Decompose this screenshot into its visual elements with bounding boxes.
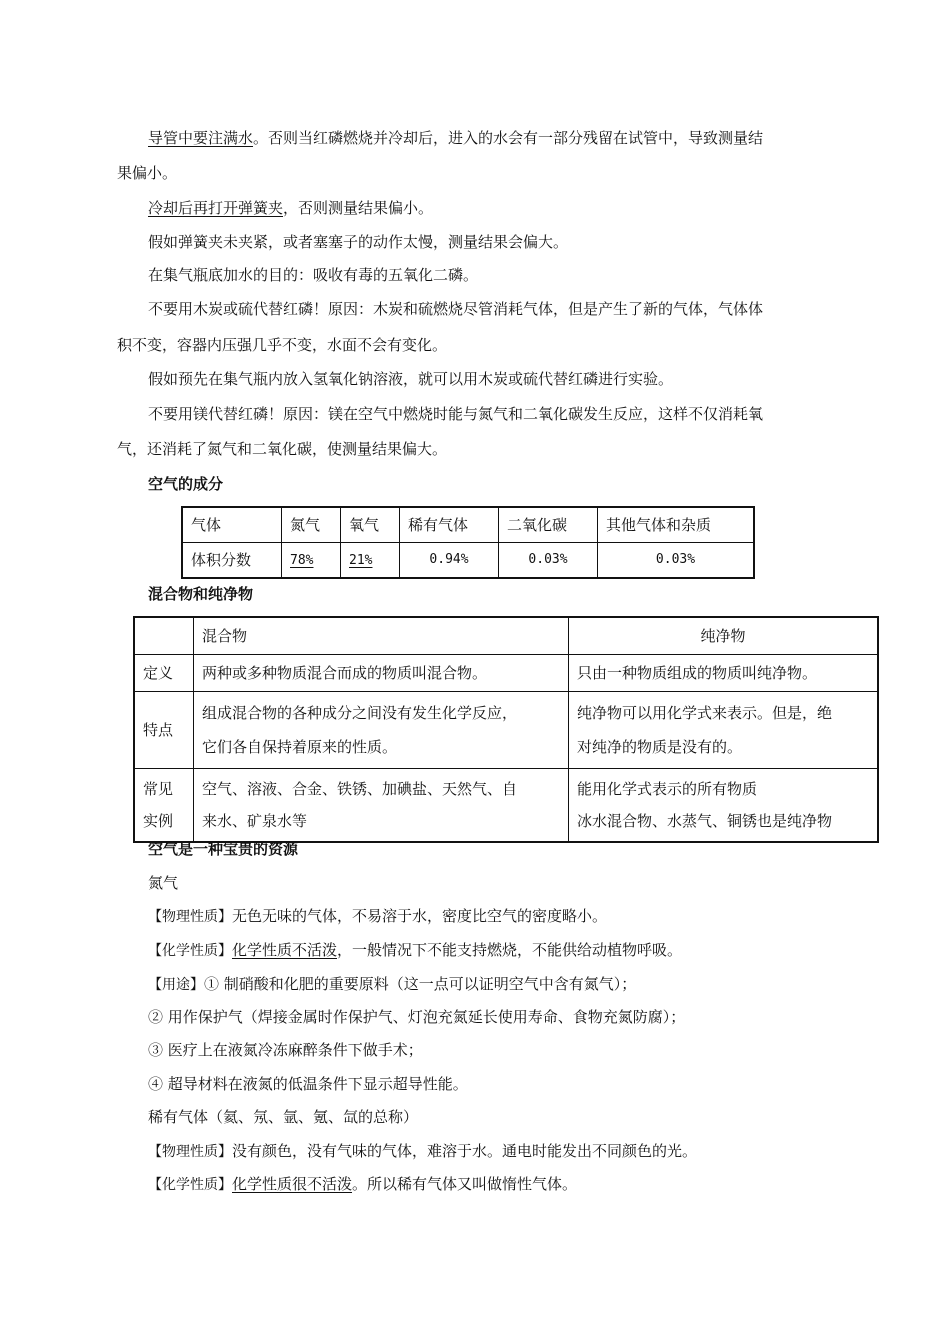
paragraph-line: ② 用作保护气（焊接金属时作保护气、灯泡充氮延长使用寿命、食物充氮防腐）；: [148, 1008, 686, 1026]
section-heading: 混合物和纯净物: [148, 585, 254, 603]
table-cell: 稀有气体: [400, 507, 499, 543]
table-cell: 体积分数: [182, 543, 282, 579]
label-text: 【化学性质】: [148, 1177, 232, 1193]
table-cell: 氧气: [341, 507, 400, 543]
label-text: 【化学性质】: [148, 943, 232, 959]
paragraph-line: [148, 973, 636, 996]
table-cell: [282, 543, 341, 579]
underlined-text: 冷却后再打开弹簧夹: [148, 199, 284, 217]
table-cell: [134, 617, 194, 655]
cell-line: 纯净物可以用化学式来表示。但是，绝: [577, 704, 833, 722]
underlined-text: 化学性质不活泼: [232, 941, 338, 959]
paragraph-line: 气，还消耗了氮气和二氧化碳，使测量结果偏大。: [117, 440, 448, 458]
text: ① 制硝酸和化肥的重要原料（这一点可以证明空气中含有氮气）；: [204, 975, 637, 993]
table-row: [182, 507, 754, 543]
composition-table: [181, 506, 755, 579]
table-cell: 0.03%: [499, 543, 598, 579]
table-row: [182, 543, 754, 579]
subsection-title: 稀有气体（氦、氖、氩、氪、氙的总称）: [148, 1108, 419, 1126]
paragraph-line: 假如预先在集气瓶内放入氢氧化钠溶液，就可以用木炭或硫代替红磷进行实验。: [148, 370, 674, 388]
text: 。否则当红磷燃烧并冷却后，进入的水会有一部分残留在试管中，导致测量结: [253, 129, 764, 147]
table-row: [134, 692, 878, 769]
paragraph-line: [148, 1140, 697, 1163]
table-cell: 只由一种物质组成的物质叫纯净物。: [569, 655, 879, 692]
text: 。所以稀有气体又叫做惰性气体。: [352, 1175, 578, 1193]
cell-line: 来水、矿泉水等: [202, 812, 308, 830]
paragraph-line: [148, 197, 433, 219]
section-heading: 空气是一种宝贵的资源: [148, 840, 299, 858]
table-cell: 气体: [182, 507, 282, 543]
table-cell: 纯净物: [569, 617, 879, 655]
table-cell: 特点: [134, 692, 194, 769]
table-cell: 二氧化碳: [499, 507, 598, 543]
table-row: [134, 655, 878, 692]
text: 没有颜色，没有气味的气体，难溶于水。通电时能发出不同颜色的光。: [232, 1142, 698, 1160]
text: ，否则测量结果偏小。: [283, 199, 434, 217]
table-cell: [134, 769, 194, 843]
table-cell: 0.03%: [598, 543, 755, 579]
cell-line: 空气、溶液、合金、铁锈、加碘盐、天然气、自: [202, 780, 518, 798]
table-cell: [194, 692, 569, 769]
cell-line: 组成混合物的各种成分之间没有发生化学反应，: [202, 704, 518, 722]
subsection-title: 氮气: [148, 874, 179, 892]
label-text: 【物理性质】: [148, 1144, 232, 1160]
cell-line: 常见: [143, 780, 174, 798]
table-row: [134, 617, 878, 655]
paragraph-line: 积不变，容器内压强几乎不变，水面不会有变化。: [117, 336, 448, 354]
paragraph-line: [148, 127, 763, 149]
paragraph-line: [148, 1173, 577, 1196]
value-text: 21%: [349, 553, 373, 568]
underlined-text: 导管中要注满水: [148, 129, 254, 147]
table-row: [134, 769, 878, 843]
paragraph-line: 果偏小。: [117, 164, 178, 182]
table-cell: 混合物: [194, 617, 569, 655]
text: 无色无味的气体，不易溶于水，密度比空气的密度略小。: [232, 907, 608, 925]
table-cell: 两种或多种物质混合而成的物质叫混合物。: [194, 655, 569, 692]
text: ，一般情况下不能支持燃烧，不能供给动植物呼吸。: [337, 941, 683, 959]
table-cell: [569, 769, 879, 843]
table-cell: [194, 769, 569, 843]
table-cell: 其他气体和杂质: [598, 507, 755, 543]
value-text: 78%: [290, 553, 314, 568]
paragraph-line: ③ 医疗上在液氮冷冻麻醉条件下做手术；: [148, 1041, 423, 1059]
paragraph-line: [148, 939, 682, 962]
cell-line: 它们各自保持着原来的性质。: [202, 738, 398, 756]
cell-line: 冰水混合物、水蒸气、铜锈也是纯净物: [577, 812, 833, 830]
table-cell: 定义: [134, 655, 194, 692]
table-cell: [341, 543, 400, 579]
underlined-text: 化学性质很不活泼: [232, 1175, 353, 1193]
paragraph-line: [148, 905, 607, 928]
mixture-table: [133, 616, 879, 843]
label-text: 【物理性质】: [148, 909, 232, 925]
table-cell: 氮气: [282, 507, 341, 543]
paragraph-line: ④ 超导材料在液氮的低温条件下显示超导性能。: [148, 1075, 468, 1093]
label-text: 【用途】: [148, 977, 204, 993]
cell-line: 实例: [143, 812, 174, 830]
paragraph-line: 假如弹簧夹未夹紧，或者塞塞子的动作太慢，测量结果会偏大。: [148, 233, 569, 251]
paragraph-line: 在集气瓶底加水的目的：吸收有毒的五氧化二磷。: [148, 266, 479, 284]
section-heading: 空气的成分: [148, 475, 224, 493]
table-cell: [569, 692, 879, 769]
cell-line: 能用化学式表示的所有物质: [577, 780, 758, 798]
table-cell: 0.94%: [400, 543, 499, 579]
paragraph-line: 不要用木炭或硫代替红磷！原因：木炭和硫燃烧尽管消耗气体，但是产生了新的气体，气体体: [148, 300, 764, 318]
cell-line: 对纯净的物质是没有的。: [577, 738, 743, 756]
paragraph-line: 不要用镁代替红磷！原因：镁在空气中燃烧时能与氮气和二氧化碳发生反应，这样不仅消耗氧: [148, 405, 764, 423]
